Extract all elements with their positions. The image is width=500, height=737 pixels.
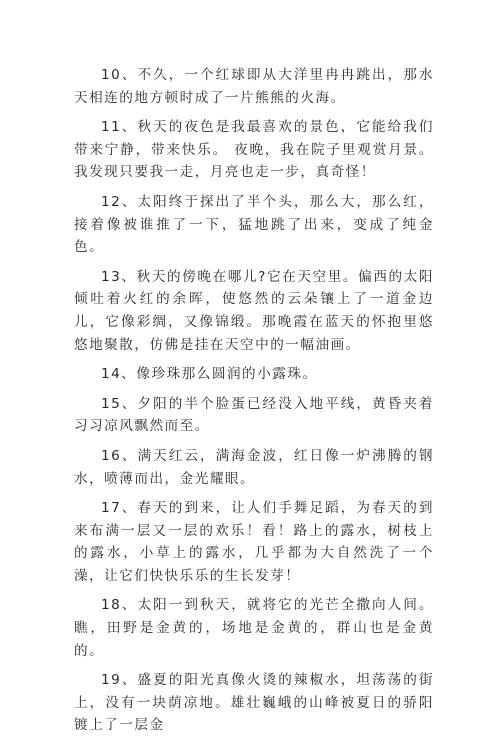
paragraph-19: 19、盛夏的阳光真像火烫的辣椒水，坦荡荡的街上，没有一块荫凉地。雄壮巍峨的山峰被夏日的骄阳镀上了一层金 [74,672,434,734]
paragraph-10: 10、不久，一个红球即从大洋里冉冉跳出，那水天相连的地方顿时成了一片熊熊的火海。 [74,67,434,106]
paragraph-18: 18、太阳一到秋天，就将它的光芒全撒向人间。瞧，田野是金黄的，场地是金黄的，群山也是金黄的。 [74,597,434,659]
paragraph-17: 17、春天的到来，让人们手舞足蹈，为春天的到来布满一层又一层的欢乐！看！路上的露水，树枝上的露水，小草上的露水，几乎都为大自然洗了一个澡，让它们快快乐乐的生长发芽！ [74,500,434,584]
paragraph-13: 13、秋天的傍晚在哪儿?它在天空里。偏西的太阳倾吐着火红的余晖，使悠然的云朵镶上了一道金边儿，它像彩绸，又像锦缎。那晚霞在蓝天的怀抱里悠悠地聚散，仿佛是挂在天空中的一幅油画。 [74,268,434,353]
paragraph-11: 11、秋天的夜色是我最喜欢的景色，它能给我们带来宁静，带来快乐。 夜晚，我在院子里观赏月景。我发现只要我一走，月亮也走一步，真奇怪！ [74,119,434,181]
paragraph-12: 12、太阳终于探出了半个头，那么大，那么红，接着像被谁推了一下，猛地跳了出来，变成了纯金色。 [74,193,434,256]
paragraph-14: 14、像珍珠那么圆润的小露珠。 [101,366,318,383]
paragraph-15: 15、夕阳的半个脸蛋已经没入地平线，黄昏夹着习习凉风飘然而至。 [74,395,434,435]
paragraph-16: 16、满天红云，满海金波，红日像一炉沸腾的钢水，喷薄而出，金光耀眼。 [74,447,434,487]
